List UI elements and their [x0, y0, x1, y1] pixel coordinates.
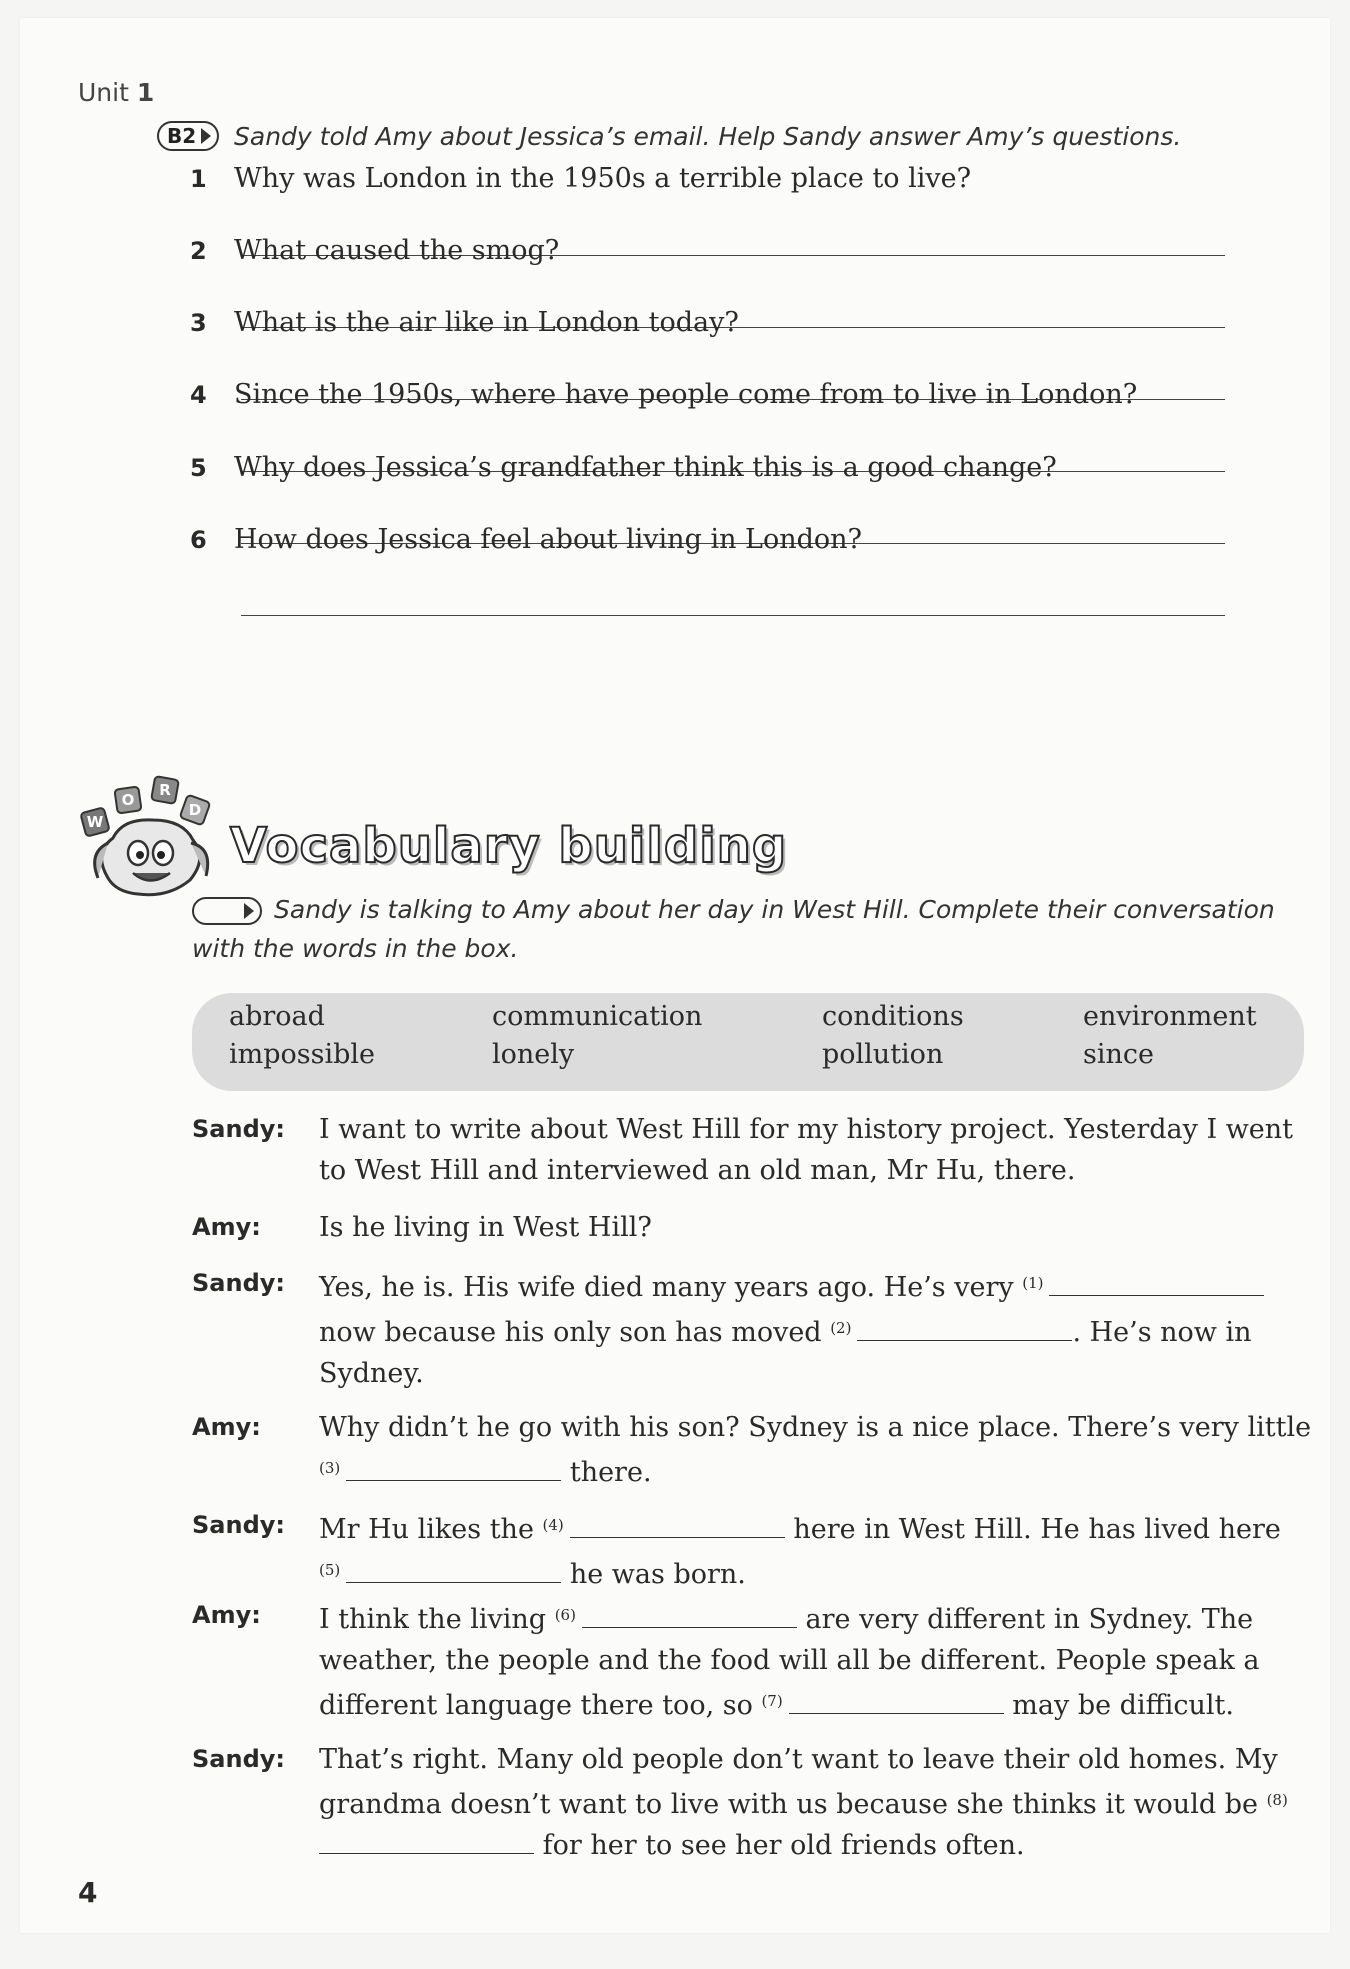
- blank-7[interactable]: [789, 1691, 1004, 1714]
- speaker-name: Amy:: [192, 1601, 261, 1629]
- question-text: What caused the smog?: [234, 235, 560, 266]
- speaker-name: Sandy:: [192, 1745, 285, 1773]
- word-dog-logo-icon: [78, 758, 248, 908]
- logo-letter: W: [86, 813, 104, 831]
- dialogue-line-4: [192, 1407, 1312, 1493]
- blank-3[interactable]: [346, 1458, 561, 1481]
- dialogue-line-2: [192, 1207, 1312, 1248]
- question-number: 5: [190, 454, 207, 482]
- section-title: Vocabulary building: [230, 818, 788, 874]
- question-text: What is the air like in London today?: [234, 307, 739, 338]
- dialogue-line-7: [192, 1739, 1312, 1866]
- blank-number: (3): [319, 1459, 341, 1477]
- speaker-name: Sandy:: [192, 1269, 285, 1297]
- blank-1[interactable]: [1049, 1273, 1264, 1296]
- dialogue-text: That’s right. Many old people don’t want to leave their old homes. My grandma doesn’t want to live with us because she thinks it would be: [319, 1744, 1278, 1820]
- question-number: 3: [190, 309, 207, 337]
- dialogue-text: here in West Hill. He has lived here: [793, 1514, 1281, 1545]
- blank-4[interactable]: [570, 1515, 785, 1538]
- b2-instruction: Sandy told Amy about Jessica’s email. Help Sandy answer Amy’s questions.: [234, 122, 1182, 151]
- exercise-tag-b2: [157, 121, 219, 151]
- word-box-item: lonely: [492, 1039, 575, 1070]
- question-number: 1: [190, 165, 207, 193]
- dialogue-text: there.: [569, 1457, 652, 1488]
- blank-number: (8): [1266, 1791, 1288, 1809]
- dialogue-text: Mr Hu likes the: [319, 1514, 534, 1545]
- dialogue-text: for her to see her old friends often.: [542, 1830, 1025, 1861]
- dialogue-line-3: [192, 1263, 1312, 1394]
- unit-label: [78, 78, 154, 107]
- dialogue-line-6: [192, 1595, 1312, 1726]
- dialogue-line-5: [192, 1505, 1312, 1595]
- question-number: 2: [190, 237, 207, 265]
- question-text: Since the 1950s, where have people come from to live in London?: [234, 379, 1138, 410]
- dialogue-text: Is he living in West Hill?: [319, 1212, 652, 1243]
- blank-number: (5): [319, 1561, 341, 1579]
- word-box-item: abroad: [229, 1001, 325, 1032]
- blank-number: (6): [554, 1606, 576, 1624]
- blank-6[interactable]: [582, 1605, 797, 1628]
- speaker-name: Amy:: [192, 1213, 261, 1241]
- dialogue-line-1: [192, 1109, 1312, 1191]
- logo-letter: R: [159, 781, 171, 799]
- blank-8[interactable]: [319, 1831, 534, 1854]
- question-number: 4: [190, 381, 207, 409]
- blank-number: (1): [1022, 1274, 1044, 1292]
- unit-number: 1: [136, 78, 155, 107]
- dialogue-text: Why didn’t he go with his son? Sydney is a nice place. There’s very little: [319, 1412, 1312, 1443]
- word-box-item: environment: [1083, 1001, 1257, 1032]
- logo-letter: D: [188, 801, 202, 819]
- dialogue-text: I think the living: [319, 1604, 547, 1635]
- blank-number: (2): [830, 1319, 852, 1337]
- word-box: [192, 993, 1304, 1091]
- question-text: Why does Jessica’s grandfather think this is a good change?: [234, 452, 1057, 483]
- word-box-item: pollution: [822, 1039, 944, 1070]
- play-arrow-icon: [201, 128, 211, 144]
- vocab-instruction: Sandy is talking to Amy about her day in West Hill. Complete their conversation with the words in the box.: [192, 895, 1275, 963]
- speaker-name: Sandy:: [192, 1115, 285, 1143]
- exercise-tag-label: B2: [167, 124, 197, 148]
- unit-word: Unit: [78, 78, 129, 107]
- word-box-item: communication: [492, 1001, 703, 1032]
- blank-number: (4): [542, 1516, 564, 1534]
- dialogue-text: now because his only son has moved: [319, 1317, 822, 1348]
- word-box-item: conditions: [822, 1001, 964, 1032]
- blank-2[interactable]: [857, 1318, 1072, 1341]
- page-number: 4: [78, 1876, 98, 1909]
- blank-number: (7): [761, 1692, 783, 1710]
- dialogue-text: I want to write about West Hill for my history project. Yesterday I went to West Hill and interviewed an old man, Mr Hu, there.: [319, 1114, 1294, 1186]
- dialogue-text: may be difficult.: [1012, 1690, 1234, 1721]
- question-text: Why was London in the 1950s a terrible place to live?: [234, 163, 972, 194]
- word-box-item: impossible: [229, 1039, 376, 1070]
- workbook-page: [20, 18, 1330, 1933]
- logo-letter: O: [121, 791, 135, 809]
- speaker-name: Amy:: [192, 1413, 261, 1441]
- speaker-name: Sandy:: [192, 1511, 285, 1539]
- question-text: How does Jessica feel about living in London?: [234, 524, 863, 555]
- answer-line-6[interactable]: [241, 615, 1225, 616]
- question-number: 6: [190, 526, 207, 554]
- blank-5[interactable]: [346, 1560, 561, 1583]
- dialogue-text: Yes, he is. His wife died many years ago. He’s very: [319, 1272, 1014, 1303]
- word-box-item: since: [1083, 1039, 1154, 1070]
- dialogue-text: he was born.: [569, 1559, 746, 1590]
- dialogue-text: . He’s now in Sydney.: [319, 1317, 1252, 1389]
- dialogue-text: are very different in Sydney. The weather, the people and the food will all be different. People speak a different language there too, so: [319, 1604, 1260, 1721]
